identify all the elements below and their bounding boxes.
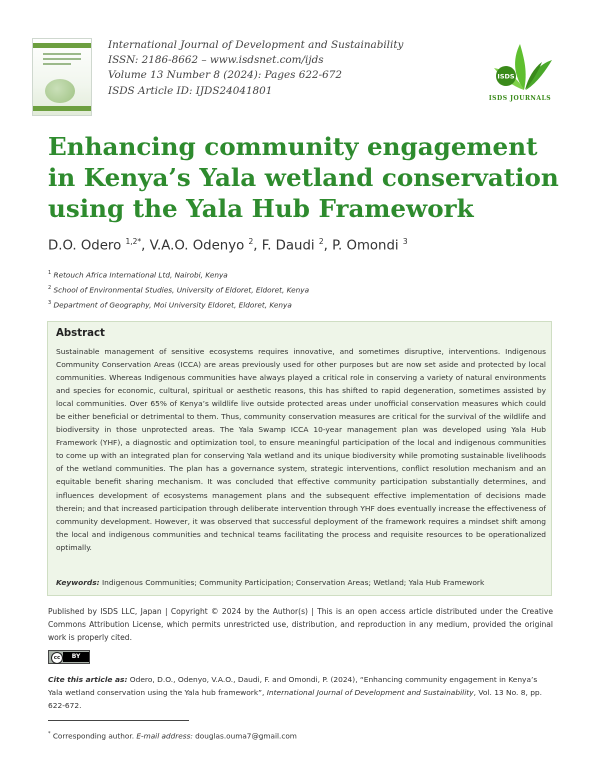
issn-line: ISSN: 2186-8662 – www.isdsnet.com/ijds bbox=[108, 54, 324, 67]
article-title: Enhancing community engagement in Kenya’s Yala wetland conservation using the Yala Hub Framework bbox=[48, 132, 559, 223]
keywords-list: Indigenous Communities; Community Participation; Conservation Areas; Wetland; Yala Hub Framework bbox=[99, 578, 485, 587]
volume-line: Volume 13 Number 8 (2024): Pages 622-672 bbox=[108, 69, 342, 82]
author-name: D.O. Odero bbox=[48, 238, 126, 254]
footnote-text: Corresponding author. bbox=[50, 731, 137, 741]
affiliation-item bbox=[48, 297, 309, 312]
by-mark: BY bbox=[63, 652, 89, 662]
affiliation-item bbox=[48, 282, 309, 297]
author-name: , P. Omondi bbox=[323, 238, 403, 254]
affiliation-number: 2 bbox=[48, 285, 52, 292]
affiliation-item bbox=[48, 267, 309, 282]
keywords bbox=[56, 578, 546, 587]
cc-mark: cc bbox=[51, 652, 63, 664]
journal-cover-thumbnail bbox=[32, 38, 92, 116]
author-affiliation-mark: 1,2* bbox=[125, 237, 142, 246]
author-affiliation-mark: 3 bbox=[402, 237, 408, 246]
author-affiliation-mark: 2 bbox=[318, 237, 324, 246]
journal-name: International Journal of Development and Sustainability bbox=[108, 39, 404, 51]
affiliation-number: 3 bbox=[48, 300, 52, 307]
logo-badge-text: ISDS bbox=[497, 72, 515, 81]
affiliation-number: 1 bbox=[48, 270, 52, 276]
publisher-logo-text: ISDS JOURNALS bbox=[488, 95, 552, 102]
citation bbox=[48, 673, 553, 713]
author-name: , F. Daudi bbox=[253, 238, 319, 254]
author-list bbox=[48, 237, 408, 253]
email-label: E-mail address: bbox=[136, 731, 193, 741]
footnote-mark: * bbox=[48, 731, 51, 737]
author-name: , V.A.O. Odenyo bbox=[141, 238, 249, 254]
abstract-text: Sustainable management of sensitive ecosystems requires innovative, and sometimes disruptive, interventions. Indigenous Community Conservation Areas (ICCA) are areas previously used for other purposes but are now set aside and protected by local communities. Whereas Indigenous communities have always played a critical role in conserving a variety of natural environments and species for economic, cultural, spiritual or aesthetic reasons, this has shifted to rapid degeneration, sometimes assisted by local communities. Over 65% of Kenya’s wildlife live outside protected areas under unofficial conservation measures which could be either beneficial or detrimental to them. Thus, community conservation measures are critical for the survival of the wildlife and biodiversity in those unprotected areas. The Yala Swamp ICCA 10-year management plan was developed using Yala Hub Framework (YHF), a diagnostic and optimization tool, to ensure meaningful participation of the local and indigenous communities to come up with an integrated plan for conserving Yala wetland and its unique biodiversity while promoting sustainable livelihoods of the wetland communities. The plan has a governance system, strategic interventions, conflict resolution mechanism and an equitable benefit sharing mechanism. It was concluded that effective community participation substantially determines, and influences development of ecosystems management plans and the subsequent effective implementation of decisions made therein; and that increased participation through deliberate intervention through YHF does eventually increase the effectiveness of community development. However, it was observed that successful deployment of the framework requires a mindset shift among the local and indigenous communities and technical teams facilitating the process and requisite resources to be operationalized optimally. bbox=[56, 347, 546, 552]
affiliation-text: Retouch Africa International Ltd, Nairobi, Kenya bbox=[53, 270, 228, 280]
affiliation-text: School of Environmental Studies, University of Eldoret, Eldoret, Kenya bbox=[53, 285, 310, 295]
keywords-label: Keywords: bbox=[56, 578, 100, 587]
license-text: Published by ISDS LLC, Japan | Copyright © 2024 by the Author(s) | This is an open access article distributed under the Creative Commons Attribution License, which permits unrestricted use, distribution, and reproduction in any medium, provided the original work is properly cited. bbox=[48, 607, 553, 642]
citation-journal: International Journal of Development and Sustainability bbox=[266, 688, 474, 698]
abstract-heading: Abstract bbox=[56, 328, 105, 339]
footnote-divider bbox=[48, 720, 189, 721]
citation-text: Odero, D.O., Odenyo, V.A.O., Daudi, F. and Omondi, P. (2024), “Enhancing community engagement in Kenya’s Yala wetland conservation using the Yala hub framework”, bbox=[48, 675, 538, 698]
affiliation-text: Department of Geography, Moi University Eldoret, Eldoret, Kenya bbox=[53, 300, 292, 310]
journal-info bbox=[108, 38, 403, 99]
affiliations bbox=[48, 267, 309, 312]
citation-volume: , Vol. 13 No. 8, pp. 622-672. bbox=[48, 688, 542, 711]
citation-label: Cite this article as: bbox=[48, 675, 128, 684]
article-id: ISDS Article ID: IJDS24041801 bbox=[108, 84, 273, 97]
cc-by-license-icon[interactable] bbox=[48, 650, 90, 664]
email-address[interactable]: douglas.ouma7@gmail.com bbox=[192, 731, 297, 741]
author-affiliation-mark: 2 bbox=[248, 237, 254, 246]
footnote bbox=[48, 731, 297, 740]
